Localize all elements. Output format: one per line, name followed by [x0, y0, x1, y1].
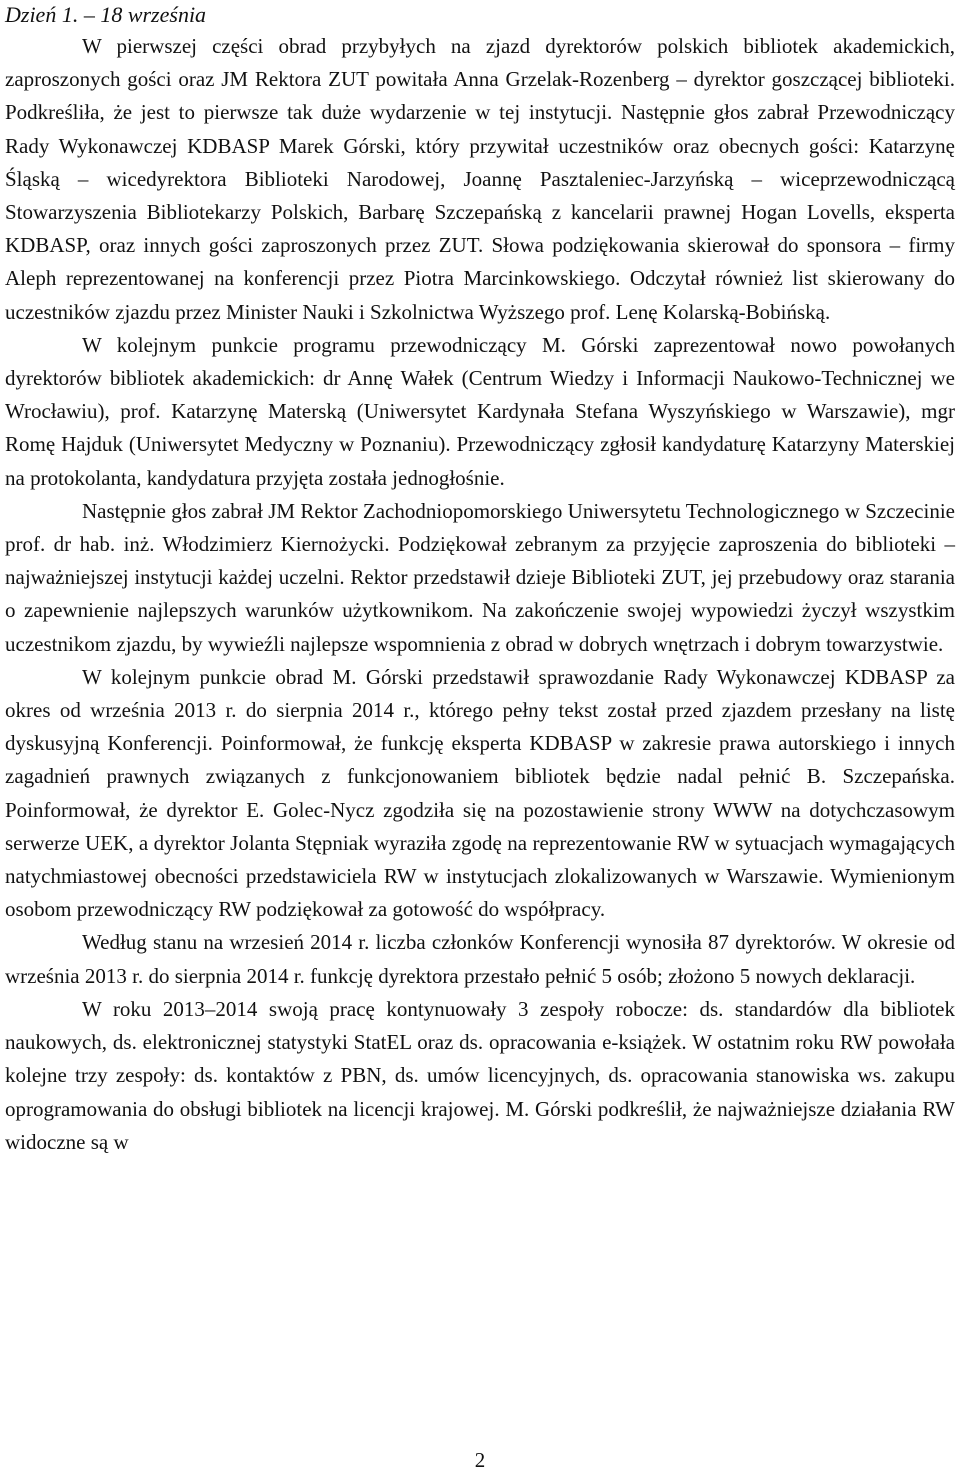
paragraph-rector-speech: Następnie głos zabrał JM Rektor Zachodniopomorskiego Uniwersytetu Technologicznego w Szczecinie prof. dr hab. inż. Włodzimierz Kiernożycki. Podziękował zebranym za przyjęcie zaproszenia do biblioteki – najważniejszej instytucji każdej uczelni. Rektor przedstawił dzieje Biblioteki ZUT, jej przebudowy oraz starania o zapewnienie najlepszych warunków użytkownikom. Na zakończenie swojej wypowiedzi życzył wszystkim uczestnikom zjazdu, by wywieźli najlepsze wspomnienia z obrad w dobrych wnętrzach i dobrym towarzystwie. — [5, 498, 955, 656]
paragraph-working-groups: W roku 2013–2014 swoją pracę kontynuowały 3 zespoły robocze: ds. standardów dla bibliotek naukowych, ds. elektronicznej statystyki StatEL oraz ds. opracowania e-książek. W ostatnim roku RW powołała kolejne trzy zespoły: ds. kontaktów z PBN, ds. umów licencyjnych, ds. opracowania stanowiska ws. zakupu oprogramowania do obsługi bibliotek na licencji krajowej. M. Górski podkreślił, że najważniejsze działania RW widoczne są w — [5, 996, 955, 1154]
document-page — [5, 0, 955, 1476]
paragraph-opening: W pierwszej części obrad przybyłych na zjazd dyrektorów polskich bibliotek akademickich, zaproszonych gości oraz JM Rektora ZUT powitała Anna Grzelak-Rozenberg – dyrektor goszczącej biblioteki. Podkreśliła, że jest to pierwsze tak duże wydarzenie w tej instytucji. Następnie głos zabrał Przewodniczący Rady Wykonawczej KDBASP Marek Górski, który przywitał uczestników oraz obecnych gości: Katarzynę Śląską – wicedyrektora Biblioteki Narodowej, Joannę Pasztaleniec-Jarzyńską – wiceprzewodniczącą Stowarzyszenia Bibliotekarzy Polskich, Barbarę Szczepańską z kancelarii prawnej Hogan Lovells, eksperta KDBASP, oraz innych gości zaproszonych przez ZUT. Słowa podziękowania skierował do sponsora – firmy Aleph reprezentowanej na konferencji przez Piotra Marcinkowskiego. Odczytał również list skierowany do uczestników zjazdu przez Minister Nauki i Szkolnictwa Wyższego prof. Lenę Kolarską-Bobińską. — [5, 34, 955, 324]
paragraph-report: W kolejnym punkcie obrad M. Górski przedstawił sprawozdanie Rady Wykonawczej KDBASP za okres od września 2013 r. do sierpnia 2014 r., którego pełny tekst został przed zjazdem przesłany na listę dyskusyjną Konferencji. Poinformował, że funkcję eksperta KDBASP w zakresie prawa autorskiego i innych zagadnień prawnych związanych z funkcjonowaniem bibliotek będzie nadal pełnić B. Szczepańska. Poinformował, że dyrektor E. Golec-Nycz zgodziła się na pozostawienie strony WWW na dotychczasowym serwerze UEK, a dyrektor Jolanta Stępniak wyraziła zgodę na reprezentowanie RW w sytuacjach wymagających natychmiastowej obecności przedstawiciela RW w instytucjach zlokalizowanych w Warszawie. Wymienionym osobom przewodniczący RW podziękował za gotowość do współpracy. — [5, 664, 955, 922]
day-heading: Dzień 1. – 18 września — [5, 2, 207, 27]
paragraph-new-directors: W kolejnym punkcie programu przewodniczący M. Górski zaprezentował nowo powołanych dyrektorów bibliotek akademickich: dr Annę Wałek (Centrum Wiedzy i Informacji Naukowo-Technicznej we Wrocławiu), prof. Katarzynę Materską (Uniwersytet Kardynała Stefana Wyszyńskiego w Warszawie), mgr Romę Hajduk (Uniwersytet Medyczny w Poznaniu). Przewodniczący zgłosił kandydaturę Katarzyny Materskiej na protokolanta, kandydatura przyjęta została jednogłośnie. — [5, 332, 955, 490]
page-number: 2 — [474, 1448, 486, 1472]
paragraph-membership: Według stanu na wrzesień 2014 r. liczba członków Konferencji wynosiła 87 dyrektorów. W okresie od września 2013 r. do sierpnia 2014 r. funkcję dyrektora przestało pełnić 5 osób; złożono 5 nowych deklaracji. — [5, 930, 955, 988]
